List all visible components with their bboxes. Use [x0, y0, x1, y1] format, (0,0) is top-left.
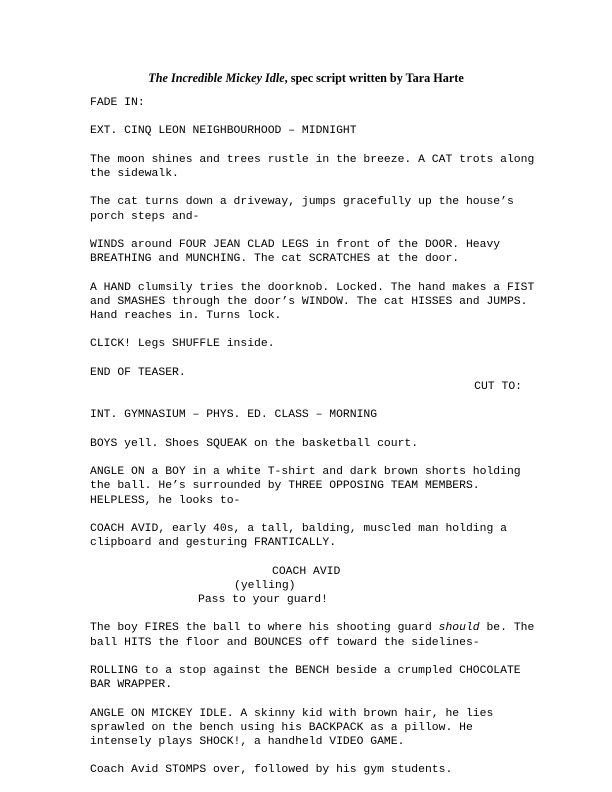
- end-of-teaser: END OF TEASER.: [90, 366, 186, 379]
- title-show-name: The Incredible Mickey Idle: [148, 71, 285, 85]
- action-line: intensely plays SHOCK!, a handheld VIDEO GAME.: [90, 735, 405, 748]
- action-paragraph: [90, 707, 522, 750]
- action-line: BREATHING and MUNCHING. The cat SCRATCHES at the door.: [90, 253, 460, 266]
- action-line: A HAND clumsily tries the doorknob. Locked. The hand makes a FIST: [90, 281, 535, 294]
- action-line: ANGLE ON a BOY in a white T-shirt and dark brown shorts holding: [90, 466, 521, 479]
- screenplay-body: [90, 96, 535, 792]
- transition-cut-to: CUT TO:: [474, 380, 522, 393]
- emphasis-text: should: [438, 622, 480, 635]
- action-paragraph: [90, 522, 522, 550]
- action-paragraph: [90, 664, 522, 692]
- action-paragraph: [90, 238, 522, 266]
- action-line: The cat turns down a driveway, jumps gracefully up the house’s: [90, 196, 514, 209]
- action-line: ROLLING to a stop against the BENCH beside a crumpled CHOCOLATE: [90, 664, 521, 677]
- action-line: Hand reaches in. Turns lock.: [90, 309, 282, 322]
- character-name: COACH AVID: [272, 565, 341, 578]
- action-line: porch steps and-: [90, 210, 200, 223]
- action-line: clipboard and gesturing FRANTICALLY.: [90, 537, 337, 550]
- action-paragraph: [90, 465, 522, 508]
- action-line: sprawled on the bench using his BACKPACK as a pillow. He: [90, 721, 473, 734]
- action-paragraph: [90, 621, 535, 649]
- document-title: [0, 71, 612, 86]
- action-text: be. The: [479, 622, 535, 635]
- title-byline: , spec script written by Tara Harte: [284, 71, 464, 85]
- transition-fade-in: FADE IN:: [90, 97, 145, 109]
- parenthetical: (yelling): [234, 579, 296, 592]
- action-paragraph: CLICK! Legs SHUFFLE inside.: [90, 338, 275, 351]
- action-line: COACH AVID, early 40s, a tall, balding, muscled man holding a: [90, 522, 507, 535]
- scene-heading-1: EXT. CINQ LEON NEIGHBOURHOOD – MIDNIGHT: [90, 125, 357, 138]
- action-line: and SMASHES through the door’s WINDOW. The cat HISSES and JUMPS.: [90, 295, 528, 308]
- action-line: the sidewalk.: [90, 167, 179, 180]
- action-line: HELPLESS, he looks to-: [90, 494, 241, 507]
- action-line: BAR WRAPPER.: [90, 679, 173, 692]
- action-line: ANGLE ON MICKEY IDLE. A skinny kid with brown hair, he lies: [90, 707, 494, 720]
- action-line: [90, 621, 535, 635]
- action-paragraph: [90, 153, 535, 181]
- action-paragraph: [90, 195, 522, 223]
- action-line: ball HITS the floor and BOUNCES off toward the sidelines-: [90, 636, 480, 649]
- action-paragraph: BOYS yell. Shoes SQUEAK on the basketball court.: [90, 437, 419, 450]
- action-line: WINDS around FOUR JEAN CLAD LEGS in front of the DOOR. Heavy: [90, 238, 501, 251]
- action-line: the ball. He’s surrounded by THREE OPPOSING TEAM MEMBERS.: [90, 480, 480, 493]
- dialogue: Pass to your guard!: [198, 593, 328, 606]
- action-text: The boy FIRES the ball to where his shooting guard: [90, 622, 439, 635]
- action-line: The moon shines and trees rustle in the breeze. A CAT trots along: [90, 153, 535, 166]
- action-paragraph: Coach Avid STOMPS over, followed by his gym students.: [90, 764, 453, 777]
- action-paragraph: [90, 281, 535, 324]
- scene-heading-2: INT. GYMNASIUM – PHYS. ED. CLASS – MORNING: [90, 409, 378, 422]
